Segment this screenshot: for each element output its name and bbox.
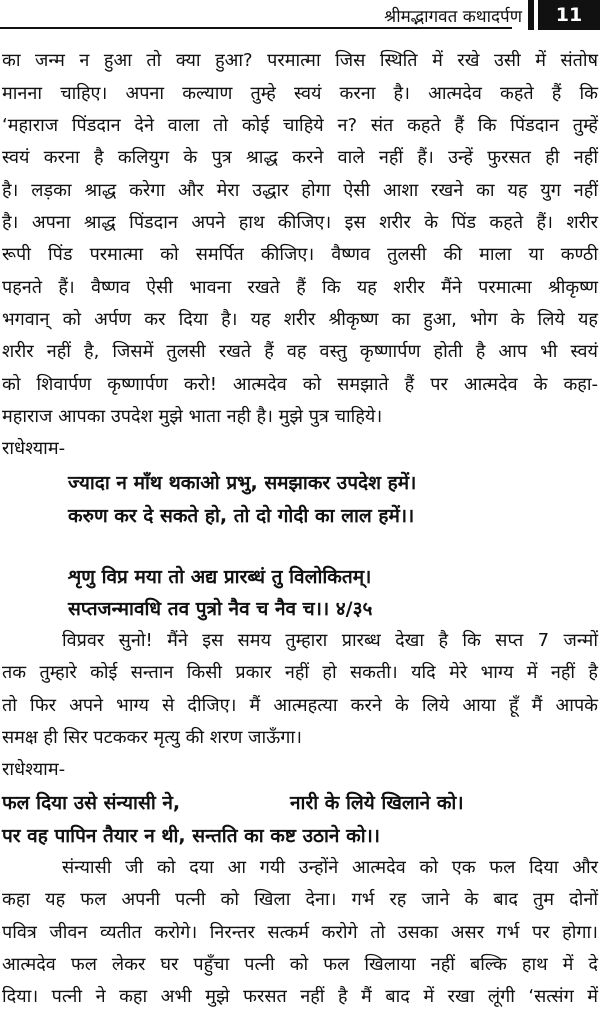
body-line: कहा यह फल अपनी पत्नी को खिला देना। गर्भ रह जाने के बाद तुम दोनों: [2, 889, 598, 910]
page-header: [0, 0, 600, 34]
running-title: श्रीमद्भागवत कथादर्पण: [374, 4, 528, 27]
body-line: पहनते हैं। वैष्णव ऐसी भावना रखते हैं कि यह शरीर मैंने परमात्मा श्रीकृष्ण: [2, 277, 598, 298]
body-line: भगवान् को अर्पण कर दिया है। यह शरीर श्रीकृष्ण का हुआ, भोग के लिये यह: [2, 309, 598, 330]
verse-line: फल दिया उसे संन्यासी ने,: [2, 792, 181, 814]
shloka-line: सप्तजन्मावधि तव पुत्रो नैव च नैव च।। ४/३५: [68, 598, 373, 620]
body-line: शरीर नहीं है, जिसमें तुलसी रखते हैं वह वस्तु कृष्णार्पण होती है आप भी स्वयं: [2, 341, 598, 362]
body-line: स्वयं करना है कलियुग के पुत्र श्राद्ध करने वाले नहीं हैं। उन्हें फुरसत ही नहीं: [2, 147, 598, 168]
speaker-label: राधेश्याम-: [2, 438, 66, 459]
body-line: रूपी पिंड परमात्मा को समर्पित कीजिए। वैष्णव तुलसी की माला या कण्ठी: [2, 244, 598, 265]
header-rule: [0, 27, 512, 29]
verse-line: पर वह पापिन तैयार न थी, सन्तति का कष्ट उठाने को।।: [2, 825, 381, 847]
body-line: है। लड़का श्राद्ध करेगा और मेरा उद्धार होगा ऐसी आशा रखने का यह युग नहीं: [2, 180, 598, 201]
body-line: मानना चाहिए। अपना कल्याण तुम्हे स्वयं करना है। आत्मदेव कहते हैं कि: [2, 83, 598, 104]
body-line: तो फिर अपने भाग्य से दीजिए। मैं आत्महत्या करने के लिये आया हूँ मैं आपके: [2, 695, 598, 716]
body-line: तक तुम्हारे कोई सन्तान किसी प्रकार नहीं हो सकती। यदि मेरे भाग्य में नहीं है: [2, 662, 598, 683]
verse-line: नारी के लिये खिलाने को।: [290, 792, 464, 814]
body-line: पवित्र जीवन व्यतीत करोगे। निरन्तर सत्कर्म करोगे तो उसका असर गर्भ पर होगा।: [2, 922, 598, 943]
body-line: समक्ष ही सिर पटककर मृत्यु की शरण जाऊँगा।: [2, 727, 302, 748]
header-bar: [528, 0, 534, 30]
body-line: विप्रवर सुनो! मैंने इस समय तुम्हारा प्रारब्ध देखा है कि सप्त 7 जन्मों: [62, 630, 598, 651]
body-line: आत्मदेव फल लेकर घर पहुँचा पत्नी को फल खिलाया नहीं बल्कि हाथ में दे: [2, 954, 598, 975]
page-number: 11: [538, 0, 600, 30]
body-line: महाराज आपका उपदेश मुझे भाता नही है। मुझे पुत्र चाहिये।: [2, 406, 383, 427]
verse-line: ज्यादा न माँथ थकाओ प्रभु, समझाकर उपदेश हमें।: [68, 472, 417, 494]
body-line: है। अपना श्राद्ध पिंडदान अपने हाथ कीजिए। इस शरीर के पिंड कहते हैं। शरीर: [2, 212, 598, 233]
body-line: को शिवार्पण कृष्णार्पण करो! आत्मदेव को समझाते हैं पर आत्मदेव के कहा-: [2, 374, 598, 395]
speaker-label: राधेश्याम-: [2, 759, 66, 780]
body-line: संन्यासी जी को दया आ गयी उन्होंने आत्मदेव को एक फल दिया और: [62, 857, 598, 878]
shloka-line: शृणु विप्र मया तो अद्य प्रारब्धं तु विलोकितम्।: [68, 566, 372, 588]
body-line: दिया। पत्नी ने कहा अभी मुझे फरसत नहीं है मैं बाद में रखा लूंगी ‘सत्संग में: [2, 986, 598, 1007]
verse-line: करुण कर दे सकते हो, तो दो गोदी का लाल हमें।।: [68, 505, 415, 527]
body-line: का जन्म न हुआ तो क्या हुआ? परमात्मा जिस स्थिति में रखे उसी में संतोष: [2, 50, 598, 71]
body-line: ‘महाराज पिंडदान देने वाला तो कोई चाहिये न? संत कहते हैं कि पिंडदान तुम्हें: [2, 115, 598, 136]
